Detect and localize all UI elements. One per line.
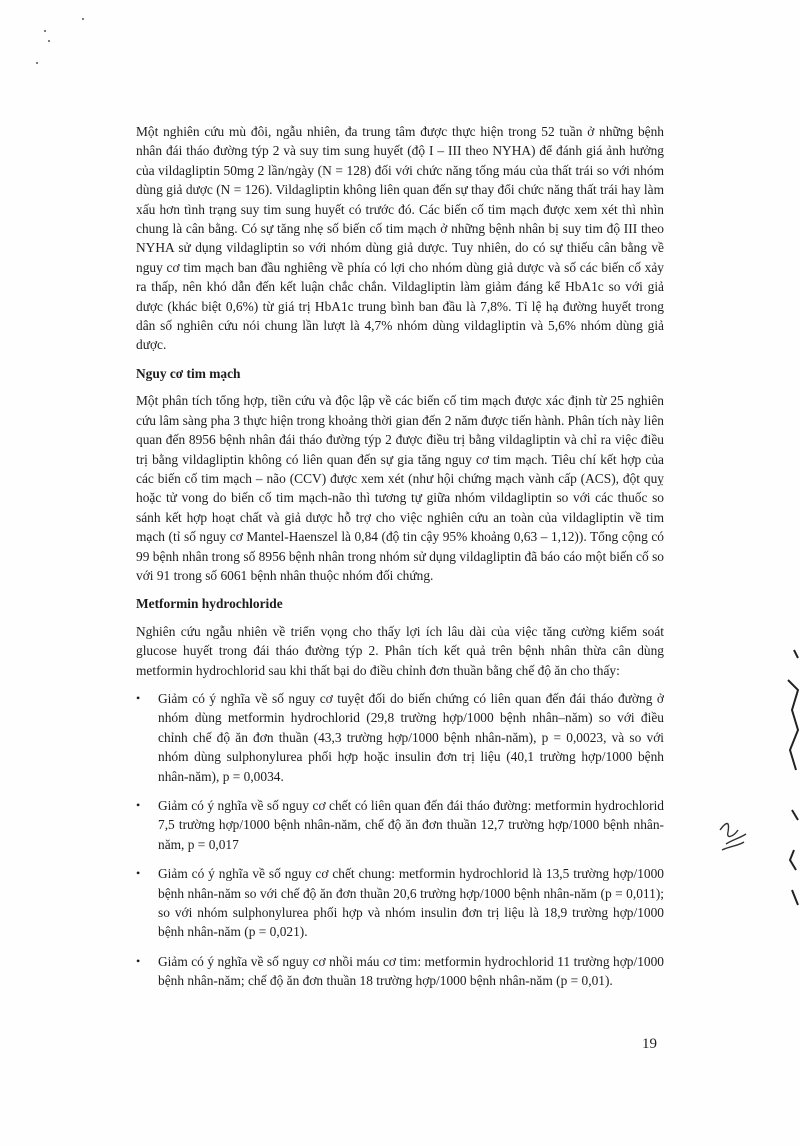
- scan-speck: [48, 40, 50, 42]
- list-item: [136, 952, 664, 991]
- list-item: [136, 689, 664, 786]
- paragraph-vildagliptin-heart-failure: Một nghiên cứu mù đôi, ngẫu nhiên, đa trung tâm được thực hiện trong 52 tuần ở những bệnh nhân đái tháo đường týp 2 và suy tim sung huyết (độ I – III theo NYHA) để đánh giá ảnh hưởng của vildagliptin 50mg 2 lần/ngày (N = 128) đối với chức năng tống máu của thất trái so với nhóm dùng giả dược (N = 126). Vildagliptin không liên quan đến sự thay đổi chức năng thất trái hay làm xấu hơn tình trạng suy tim sung huyết có trước đó. Các biến cố tim mạch được xem xét thì nhìn chung là cân bằng. Có sự tăng nhẹ số biến cố tim mạch ở những bệnh nhân bị suy tim độ III theo NYHA sử dụng vildagliptin so với nhóm dùng giả dược. Tuy nhiên, do có sự thiếu cân bằng về nguy cơ tim mạch ban đầu nghiêng về phía có lợi cho nhóm dùng giả dược và số các biến cố xảy ra thấp, nên khó dẫn đến kết luận chắc chắn. Vildagliptin làm giảm đáng kể HbA1c so với giả dược (khác biệt 0,6%) từ giá trị HbA1c trung bình ban đầu là 7,8%. Tỉ lệ hạ đường huyết trong dân số nghiên cứu nói chung lần lượt là 4,7% nhóm dùng vildagliptin và 5,6% nhóm dùng giả dược.: [136, 124, 664, 353]
- scan-speck: [36, 62, 38, 64]
- findings-list: [136, 689, 664, 991]
- list-item: [136, 864, 664, 942]
- page-number: 19: [642, 1036, 657, 1052]
- list-item-text: Giảm có ý nghĩa về số nguy cơ tuyệt đối do biến chứng có liên quan đến đái tháo đường ở nhóm dùng metformin hydrochlorid (29,8 trường hợp/1000 bệnh nhân–năm) so với điều chỉnh chế độ ăn đơn thuần (43,3 trường hợp/1000 bệnh nhân-năm), p = 0,0023, và so với nhóm dùng sulphonylurea phối hợp hoặc insulin đơn trị liệu (40,1 trường hợp/1000 bệnh nhân-năm), p = 0,0034.: [158, 690, 664, 784]
- list-item-text: Giảm có ý nghĩa về số nguy cơ chết có liên quan đến đái tháo đường: metformin hydrochlorid 7,5 trường hợp/1000 bệnh nhân-năm, chế độ ăn đơn thuần 12,7 trường hợp/1000 bệnh nhân-năm, p = 0,017: [158, 798, 664, 852]
- scan-edge-artifact-icon: [776, 620, 800, 920]
- bullet-icon: •: [136, 866, 141, 881]
- list-item: [136, 796, 664, 854]
- bullet-icon: •: [136, 798, 141, 812]
- list-item-text: Giảm có ý nghĩa về số nguy cơ nhồi máu cơ tim: metformin hydrochlorid 11 trường hợp/1000 bệnh nhân-năm; chế độ ăn đơn thuần 18 trường hợp/1000 bệnh nhân-năm (p = 0,01).: [158, 953, 664, 989]
- scan-speck: [82, 18, 84, 20]
- section-heading-cardiovascular-risk: Nguy cơ tim mạch: [136, 365, 241, 381]
- scan-speck: [44, 30, 46, 32]
- bullet-icon: •: [136, 953, 141, 968]
- handwritten-initials-icon: [712, 800, 752, 860]
- paragraph-metformin-intro: Nghiên cứu ngẫu nhiên về triển vọng cho thấy lợi ích lâu dài của việc tăng cường kiểm soát glucose huyết trong đái tháo đường týp 2. Phân tích kết quả trên bệnh nhân thừa cân dùng metformin hydrochlorid sau khi thất bại do điều chỉnh đơn thuần bằng chế độ ăn cho thấy:: [136, 623, 664, 678]
- list-item-text: Giảm có ý nghĩa về số nguy cơ chết chung: metformin hydrochlorid là 13,5 trường hợp/1000 bệnh nhân-năm so với chế độ ăn đơn thuần 20,6 trường hợp/1000 bệnh nhân-năm (p = 0,011); so với nhóm sulphonylurea phối hợp và nhóm insulin đơn trị liệu là 18,9 trường hợp/1000 bệnh nhân-năm (p = 0,021).: [158, 866, 664, 940]
- paragraph-cardiovascular-meta-analysis: Một phân tích tổng hợp, tiền cứu và độc lập về các biến cố tim mạch được xác định từ 25 nghiên cứu lâm sàng pha 3 thực hiện trong khoảng thời gian đến 2 năm được tiến hành. Phân tích này liên quan đến 8956 bệnh nhân đái tháo đường týp 2 được điều trị bằng vildagliptin và chỉ ra việc điều trị bằng vildagliptin không có liên quan đến sự gia tăng nguy cơ tim mạch. Tiêu chí kết hợp của các biến cố tim mạch – não (CCV) được xem xét (như hội chứng mạch vành cấp (ACS), đột quỵ hoặc tử vong do biến cố tim mạch-não thì tương tự giữa nhóm vildagliptin so với các thuốc so sánh kết hợp hoạt chất và giả dược hỗ trợ cho việc nghiên cứu an toàn của vildagliptin về tim mạch (tỉ số nguy cơ Mantel-Haenszel là 0,84 (độ tin cậy 95% khoảng 0,63 – 1,12)). Tổng cộng có 99 bệnh nhân trong số 8956 bệnh nhân trong nhóm sử dụng vildagliptin đã báo cáo một biến cố so với 91 trong số 6061 bệnh nhân thuộc nhóm đối chứng.: [136, 393, 664, 583]
- section-heading-metformin: Metformin hydrochloride: [136, 596, 283, 612]
- document-body: [136, 122, 664, 1001]
- bullet-icon: •: [136, 690, 141, 705]
